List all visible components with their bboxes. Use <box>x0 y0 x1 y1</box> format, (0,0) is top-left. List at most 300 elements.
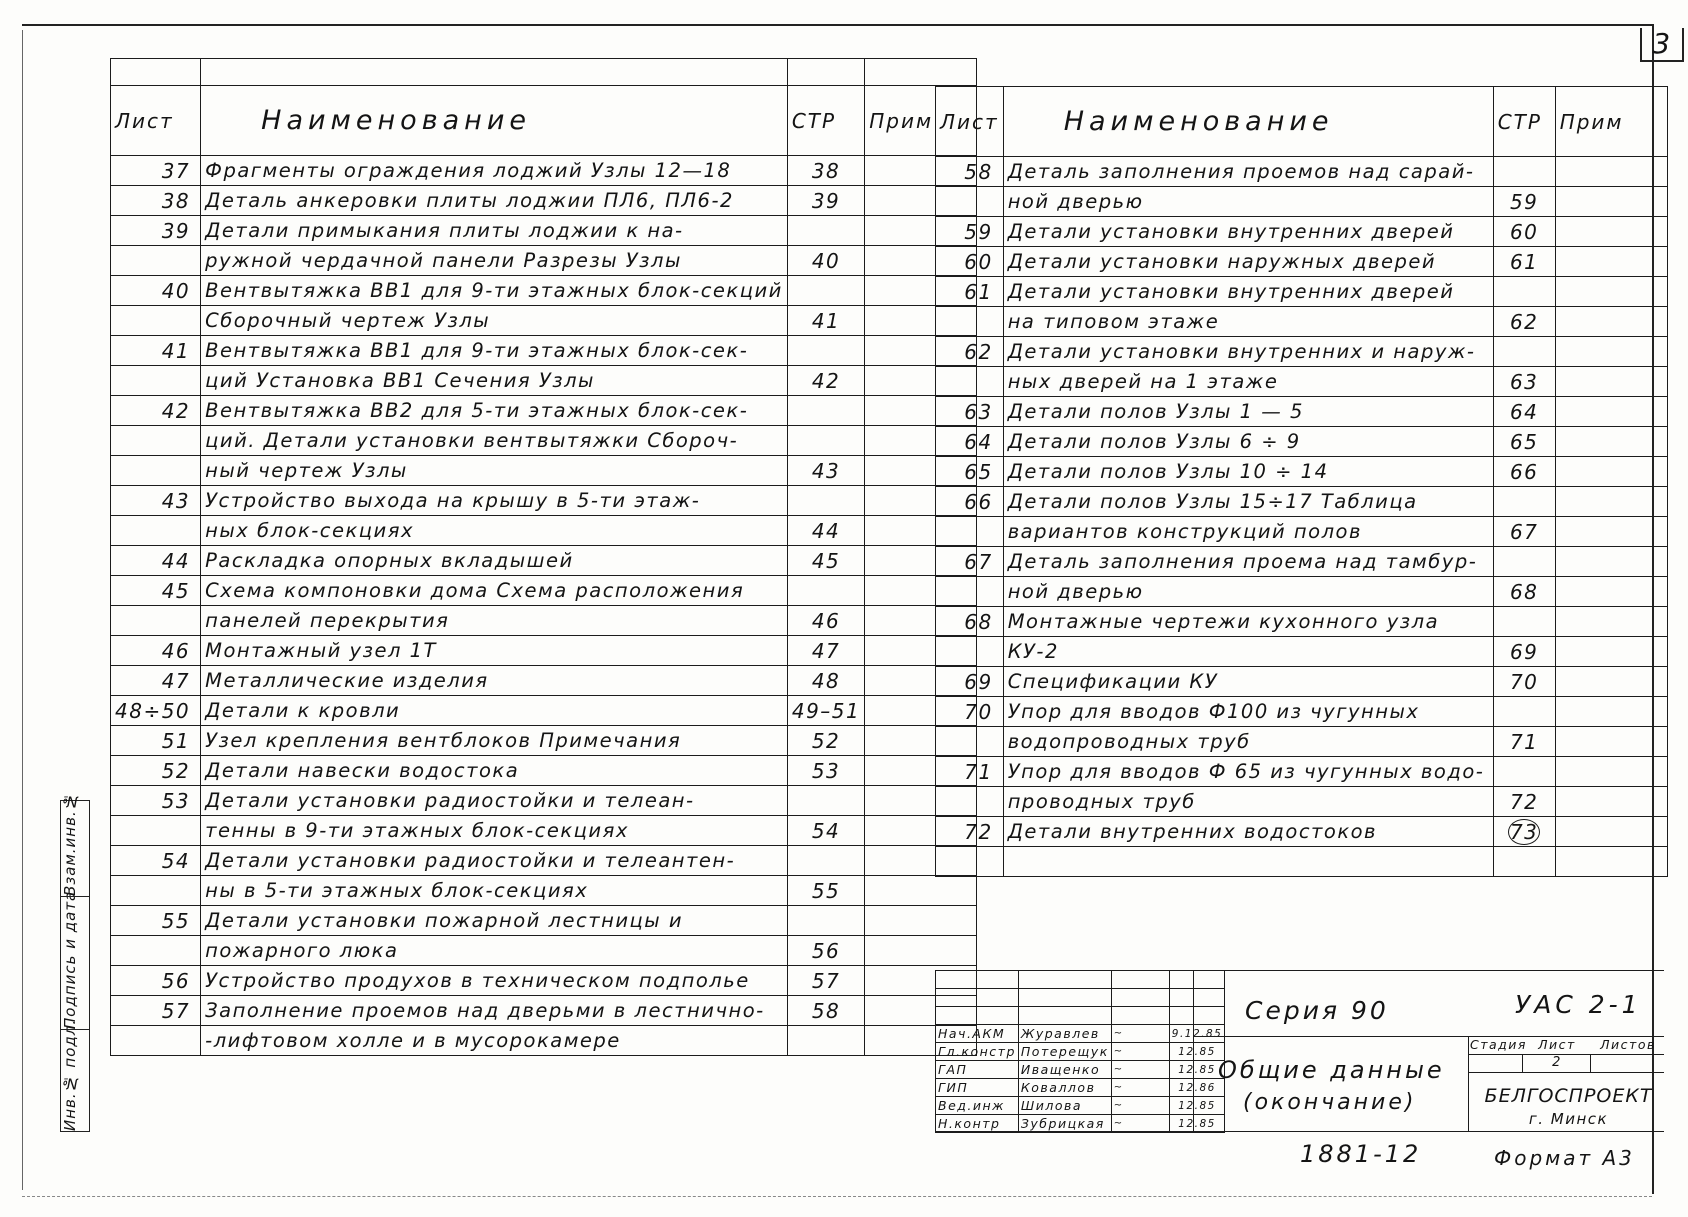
page-cell: 58 <box>787 996 864 1026</box>
name-cell: КУ-2 <box>1003 637 1493 667</box>
signature-date-cell: 12.85 <box>1169 1061 1225 1079</box>
page-cell <box>1493 157 1555 187</box>
note-cell <box>1555 277 1667 307</box>
sheet-no-cell <box>111 816 201 846</box>
signature-table <box>935 970 1225 1133</box>
page-cell <box>1493 697 1555 727</box>
side-stamp-signature-date: Подпись и дата <box>61 890 79 1029</box>
name-cell: ны в 5-ти этажных блок-секциях <box>201 876 788 906</box>
name-cell: Упор для вводов Ф100 из чугунных <box>1003 697 1493 727</box>
name-cell: ных дверей на 1 этаже <box>1003 367 1493 397</box>
sheet-no-cell: 64 <box>936 427 1004 457</box>
side-stamp-replacement-no: Взам.инв.№ <box>61 791 79 896</box>
sheet-no-cell: 67 <box>936 547 1004 577</box>
sheet-no-cell: 42 <box>111 396 201 426</box>
name-cell: Вентвытяжка ВВ1 для 9-ти этажных блок-сек- <box>201 336 788 366</box>
table-row <box>111 966 977 996</box>
table-row <box>111 546 977 576</box>
table-row <box>111 876 977 906</box>
table-row <box>111 666 977 696</box>
signature-name-cell: Иващенко <box>1018 1061 1111 1079</box>
signature-role-cell: ГАП <box>936 1061 1019 1079</box>
table-row <box>111 906 977 936</box>
name-cell: Детали к кровли <box>201 696 788 726</box>
page-cell: 63 <box>1493 367 1555 397</box>
sheet-no-cell: 59 <box>936 217 1004 247</box>
name-cell: Детали полов Узлы 10 ÷ 14 <box>1003 457 1493 487</box>
table-row <box>111 576 977 606</box>
name-cell: проводных труб <box>1003 787 1493 817</box>
sheet-no-cell <box>936 637 1004 667</box>
name-cell: панелей перекрытия <box>201 606 788 636</box>
name-cell: Детали установки радиостойки и телеан- <box>201 786 788 816</box>
page-cell: 72 <box>1493 787 1555 817</box>
name-cell: ций Установка ВВ1 Сечения Узлы <box>201 366 788 396</box>
name-cell: Детали внутренних водостоков <box>1003 817 1493 847</box>
header-note: Прим <box>1555 87 1667 157</box>
sheet-no-cell <box>936 367 1004 397</box>
name-cell: водопроводных труб <box>1003 727 1493 757</box>
name-cell: Монтажный узел 1Т <box>201 636 788 666</box>
page-cell: 46 <box>787 606 864 636</box>
table-row <box>111 426 977 456</box>
header-page: СТР <box>787 86 864 156</box>
note-cell <box>1555 187 1667 217</box>
note-cell <box>1555 367 1667 397</box>
page-cell: 42 <box>787 366 864 396</box>
signature-date-cell: 9.12.85 <box>1169 1025 1225 1043</box>
page-cell <box>1493 337 1555 367</box>
table-row <box>936 787 1668 817</box>
page-cell: 61 <box>1493 247 1555 277</box>
signature-role-cell: Вед.инж <box>936 1097 1019 1115</box>
signature-row <box>936 1061 1225 1079</box>
page-cell: 49–51 <box>787 696 864 726</box>
sheet-no-cell: 71 <box>936 757 1004 787</box>
name-cell: Детали установки внутренних дверей <box>1003 277 1493 307</box>
sheet-no-cell: 45 <box>111 576 201 606</box>
sheet-no-cell <box>936 517 1004 547</box>
table-row <box>111 306 977 336</box>
name-cell: Детали полов Узлы 6 ÷ 9 <box>1003 427 1493 457</box>
right-index-table <box>935 86 1668 877</box>
table-row <box>111 456 977 486</box>
page-cell <box>787 1026 864 1056</box>
page-cell <box>1493 277 1555 307</box>
table-row <box>111 786 977 816</box>
page-cell: 65 <box>1493 427 1555 457</box>
sheet-no-cell: 38 <box>111 186 201 216</box>
name-cell: -лифтовом холле и в мусорокамере <box>201 1026 788 1056</box>
table-row <box>111 156 977 186</box>
sheet-no-cell: 63 <box>936 397 1004 427</box>
table-row <box>111 756 977 786</box>
sheet-value: 2 <box>1552 1055 1562 1070</box>
sheet-no-cell: 46 <box>111 636 201 666</box>
name-cell: Монтажные чертежи кухонного узла <box>1003 607 1493 637</box>
note-cell <box>1555 427 1667 457</box>
sheet-no-cell: 62 <box>936 337 1004 367</box>
title-block-divider <box>1590 1054 1591 1072</box>
page-cell <box>787 216 864 246</box>
sheet-no-cell: 44 <box>111 546 201 576</box>
sheet-no-cell <box>936 577 1004 607</box>
page-cell <box>787 426 864 456</box>
note-cell <box>1555 607 1667 637</box>
header-name: Наименование <box>1003 87 1493 157</box>
note-cell <box>1555 487 1667 517</box>
sheet-no-cell <box>936 307 1004 337</box>
sheet-label: Лист <box>1538 1037 1576 1052</box>
table-row <box>111 516 977 546</box>
stage-label: Стадия <box>1470 1037 1527 1052</box>
sheet-no-cell: 65 <box>936 457 1004 487</box>
sheet-no-cell: 52 <box>111 756 201 786</box>
table-row <box>936 637 1668 667</box>
name-cell: вариантов конструкций полов <box>1003 517 1493 547</box>
page-cell: 62 <box>1493 307 1555 337</box>
page-cell: 40 <box>787 246 864 276</box>
name-cell: ной дверью <box>1003 577 1493 607</box>
side-stamp <box>60 791 90 1132</box>
signature-sig-cell: ~ <box>1111 1025 1169 1043</box>
page-cell <box>787 576 864 606</box>
title-block-divider <box>1522 1054 1523 1072</box>
header-sheet: Лист <box>936 87 1004 157</box>
page-cell <box>787 276 864 306</box>
signature-date-cell: 12.85 <box>1169 1097 1225 1115</box>
sheet-no-cell: 41 <box>111 336 201 366</box>
sheet-no-cell <box>111 366 201 396</box>
sheet-no-cell: 72 <box>936 817 1004 847</box>
sheet-no-cell: 69 <box>936 667 1004 697</box>
page-cell: 57 <box>787 966 864 996</box>
table-row <box>111 216 977 246</box>
note-cell <box>1555 697 1667 727</box>
signature-name-cell: Шилова <box>1018 1097 1111 1115</box>
table-row <box>111 1026 977 1056</box>
note-cell <box>1555 397 1667 427</box>
name-cell: Детали установки внутренних дверей <box>1003 217 1493 247</box>
name-cell: Схема компоновки дома Схема расположения <box>201 576 788 606</box>
document-number: 1881-12 <box>1300 1140 1422 1168</box>
name-cell: пожарного люка <box>201 936 788 966</box>
sheet-no-cell <box>111 246 201 276</box>
page-cell: 44 <box>787 516 864 546</box>
sheet-no-cell <box>936 787 1004 817</box>
page-cell: 53 <box>787 756 864 786</box>
signature-sig-cell: ~ <box>1111 1115 1169 1133</box>
sheet-no-cell <box>111 936 201 966</box>
note-cell <box>1555 637 1667 667</box>
signature-role-cell: Нач.АКМ <box>936 1025 1019 1043</box>
note-cell <box>1555 337 1667 367</box>
sheet-no-cell <box>111 426 201 456</box>
signature-role-cell: Н.контр <box>936 1115 1019 1133</box>
note-cell <box>1555 847 1667 877</box>
name-cell: ной дверью <box>1003 187 1493 217</box>
name-cell: тенны в 9-ти этажных блок-секциях <box>201 816 788 846</box>
signature-row <box>936 1025 1225 1043</box>
frame-left-line <box>22 30 23 1190</box>
title-block <box>935 970 1664 1132</box>
signature-date-cell: 12.86 <box>1169 1079 1225 1097</box>
name-cell: Металлические изделия <box>201 666 788 696</box>
table-row <box>111 486 977 516</box>
name-cell: ружной чердачной панели Разрезы Узлы <box>201 246 788 276</box>
page-cell: 48 <box>787 666 864 696</box>
name-cell: Устройство продухов в техническом подполье <box>201 966 788 996</box>
sheet-no-cell <box>111 606 201 636</box>
name-cell: Узел крепления вентблоков Примечания <box>201 726 788 756</box>
note-cell <box>1555 517 1667 547</box>
page-cell: 59 <box>1493 187 1555 217</box>
name-cell: Детали полов Узлы 1 — 5 <box>1003 397 1493 427</box>
page-cell: 66 <box>1493 457 1555 487</box>
name-cell: Деталь заполнения проемов над сарай- <box>1003 157 1493 187</box>
name-cell: Заполнение проемов над дверьми в лестнично- <box>201 996 788 1026</box>
table-row <box>111 936 977 966</box>
page-cell: 45 <box>787 546 864 576</box>
side-stamp-divider <box>61 896 89 897</box>
table-row <box>936 367 1668 397</box>
signature-sig-cell: ~ <box>1111 1061 1169 1079</box>
table-row <box>936 187 1668 217</box>
sheet-no-cell <box>936 847 1004 877</box>
signature-row <box>936 1079 1225 1097</box>
sheet-no-cell <box>111 876 201 906</box>
signature-date-cell: 12.85 <box>1169 1043 1225 1061</box>
sheet-no-cell: 48÷50 <box>111 696 201 726</box>
sheet-no-cell: 53 <box>111 786 201 816</box>
name-cell: Спецификации КУ <box>1003 667 1493 697</box>
page-cell: 60 <box>1493 217 1555 247</box>
sheet-no-cell: 55 <box>111 906 201 936</box>
table-row <box>936 517 1668 547</box>
document-code: УАС 2-1 <box>1515 990 1642 1019</box>
table-top-gap <box>111 59 977 86</box>
table-row <box>111 186 977 216</box>
page-cell: 47 <box>787 636 864 666</box>
note-cell <box>1555 547 1667 577</box>
sheet-no-cell: 47 <box>111 666 201 696</box>
signature-sig-cell: ~ <box>1111 1043 1169 1061</box>
table-row <box>936 247 1668 277</box>
table-row <box>936 157 1668 187</box>
sheet-no-cell <box>111 306 201 336</box>
page-cell <box>787 396 864 426</box>
table-row <box>111 246 977 276</box>
page-cell <box>1493 547 1555 577</box>
name-cell: ных блок-секциях <box>201 516 788 546</box>
sheets-label: Листов <box>1600 1037 1656 1052</box>
sheet-no-cell: 54 <box>111 846 201 876</box>
sheet-no-cell <box>111 1026 201 1056</box>
header-name: Наименование <box>201 86 788 156</box>
organization-city: г. Минск <box>1528 1110 1609 1128</box>
sheet-no-cell: 40 <box>111 276 201 306</box>
table-header-row <box>111 86 977 156</box>
page-cell: 43 <box>787 456 864 486</box>
page-cell <box>1493 757 1555 787</box>
page-cell: 70 <box>1493 667 1555 697</box>
name-cell: Раскладка опорных вкладышей <box>201 546 788 576</box>
table-row <box>936 577 1668 607</box>
table-row <box>111 846 977 876</box>
name-cell: Детали установки пожарной лестницы и <box>201 906 788 936</box>
table-row <box>936 607 1668 637</box>
note-cell <box>1555 817 1667 847</box>
signature-row <box>936 1043 1225 1061</box>
table-row <box>936 397 1668 427</box>
page-cell: 56 <box>787 936 864 966</box>
name-cell <box>1003 847 1493 877</box>
name-cell: Вентвытяжка ВВ1 для 9-ти этажных блок-секций <box>201 276 788 306</box>
signature-name-cell: Журавлев <box>1018 1025 1111 1043</box>
sheet-no-cell: 60 <box>936 247 1004 277</box>
page-cell: 71 <box>1493 727 1555 757</box>
title-block-divider <box>1468 1072 1664 1073</box>
name-cell: на типовом этаже <box>1003 307 1493 337</box>
sheet-no-cell: 70 <box>936 697 1004 727</box>
signature-date-cell: 12.85 <box>1169 1115 1225 1133</box>
signature-row <box>936 1115 1225 1133</box>
page-cell <box>1493 607 1555 637</box>
signature-name-cell: Зубрицкая <box>1018 1115 1111 1133</box>
signature-role-cell: ГИП <box>936 1079 1019 1097</box>
organization-name: БЕЛГОСПРОЕКТ <box>1484 1085 1653 1107</box>
page-cell: 67 <box>1493 517 1555 547</box>
table-row <box>111 396 977 426</box>
table-header-row <box>936 87 1668 157</box>
page-cell: 68 <box>1493 577 1555 607</box>
page-cell: 52 <box>787 726 864 756</box>
table-row <box>936 427 1668 457</box>
note-cell <box>1555 727 1667 757</box>
name-cell: Детали полов Узлы 15÷17 Таблица <box>1003 487 1493 517</box>
table-row <box>111 696 977 726</box>
header-note: Прим <box>865 86 977 156</box>
page-cell: 41 <box>787 306 864 336</box>
sheet-no-cell: 61 <box>936 277 1004 307</box>
page-cell: 54 <box>787 816 864 846</box>
note-cell <box>1555 457 1667 487</box>
note-cell <box>1555 307 1667 337</box>
signature-row <box>936 1097 1225 1115</box>
table-row <box>936 217 1668 247</box>
sheet-title-line2: (окончание) <box>1243 1090 1417 1115</box>
table-row <box>936 847 1668 877</box>
signature-sig-cell: ~ <box>1111 1097 1169 1115</box>
table-row <box>111 636 977 666</box>
left-index-table <box>110 58 977 1056</box>
page-cell <box>1493 817 1555 847</box>
table-row <box>936 277 1668 307</box>
page-cell: 64 <box>1493 397 1555 427</box>
note-cell <box>865 906 977 936</box>
table-row <box>111 996 977 1026</box>
name-cell: Детали навески водостока <box>201 756 788 786</box>
page-cell: 55 <box>787 876 864 906</box>
sheet-no-cell: 66 <box>936 487 1004 517</box>
table-row <box>111 726 977 756</box>
name-cell: Сборочный чертеж Узлы <box>201 306 788 336</box>
name-cell: Детали примыкания плиты лоджии к на- <box>201 216 788 246</box>
table-row <box>936 667 1668 697</box>
side-stamp-divider <box>61 1029 89 1030</box>
sheet-no-cell: 37 <box>111 156 201 186</box>
table-row <box>936 457 1668 487</box>
sheet-no-cell: 57 <box>111 996 201 1026</box>
sheet-no-cell: 43 <box>111 486 201 516</box>
sheet-no-cell: 68 <box>936 607 1004 637</box>
signature-name-cell: Потерещук <box>1018 1043 1111 1061</box>
name-cell: ций. Детали установки вентвытяжки Сбороч- <box>201 426 788 456</box>
page-cell: 39 <box>787 186 864 216</box>
note-cell <box>1555 157 1667 187</box>
signature-name-cell: Коваллов <box>1018 1079 1111 1097</box>
table-row <box>111 816 977 846</box>
sheet-no-cell <box>936 727 1004 757</box>
name-cell: ный чертеж Узлы <box>201 456 788 486</box>
table-row <box>936 547 1668 577</box>
sheet-no-cell: 58 <box>936 157 1004 187</box>
note-cell <box>1555 757 1667 787</box>
title-block-divider <box>1468 1036 1469 1132</box>
table-row <box>936 817 1668 847</box>
name-cell: Детали установки радиостойки и телеантен- <box>201 846 788 876</box>
page-cell <box>1493 847 1555 877</box>
page-cell: 38 <box>787 156 864 186</box>
name-cell: Фрагменты ограждения лоджий Узлы 12—18 <box>201 156 788 186</box>
note-cell <box>865 876 977 906</box>
sheet-no-cell: 51 <box>111 726 201 756</box>
name-cell: Деталь заполнения проема над тамбур- <box>1003 547 1493 577</box>
page-cell <box>1493 487 1555 517</box>
sheet-number: 3 <box>1640 28 1684 62</box>
side-stamp-inv-no: Инв.№ подл. <box>61 1018 79 1131</box>
sheet-title-line1: Общие данные <box>1218 1056 1445 1084</box>
name-cell: Детали установки наружных дверей <box>1003 247 1493 277</box>
series-label: Серия 90 <box>1245 996 1389 1025</box>
title-block-divider <box>1193 970 1194 1132</box>
table-row <box>936 757 1668 787</box>
note-cell <box>1555 667 1667 697</box>
page-cell <box>787 906 864 936</box>
note-cell <box>1555 247 1667 277</box>
table-row <box>111 276 977 306</box>
note-cell <box>1555 577 1667 607</box>
table-row <box>111 606 977 636</box>
note-cell <box>1555 217 1667 247</box>
signature-sig-cell: ~ <box>1111 1079 1169 1097</box>
signature-role-cell: Гл.констр <box>936 1043 1019 1061</box>
table-row <box>936 727 1668 757</box>
table-row <box>936 337 1668 367</box>
circled-page-number: 73 <box>1509 819 1539 844</box>
name-cell: Деталь анкеровки плиты лоджии ПЛ6, ПЛ6-2 <box>201 186 788 216</box>
page-cell: 69 <box>1493 637 1555 667</box>
sheet-no-cell: 56 <box>111 966 201 996</box>
table-row <box>111 366 977 396</box>
table-row <box>111 336 977 366</box>
page-cell <box>787 846 864 876</box>
header-sheet: Лист <box>111 86 201 156</box>
sheet-no-cell <box>111 456 201 486</box>
page-cell <box>787 786 864 816</box>
sheet-no-cell <box>111 516 201 546</box>
paper-format: Формат А3 <box>1494 1146 1635 1170</box>
